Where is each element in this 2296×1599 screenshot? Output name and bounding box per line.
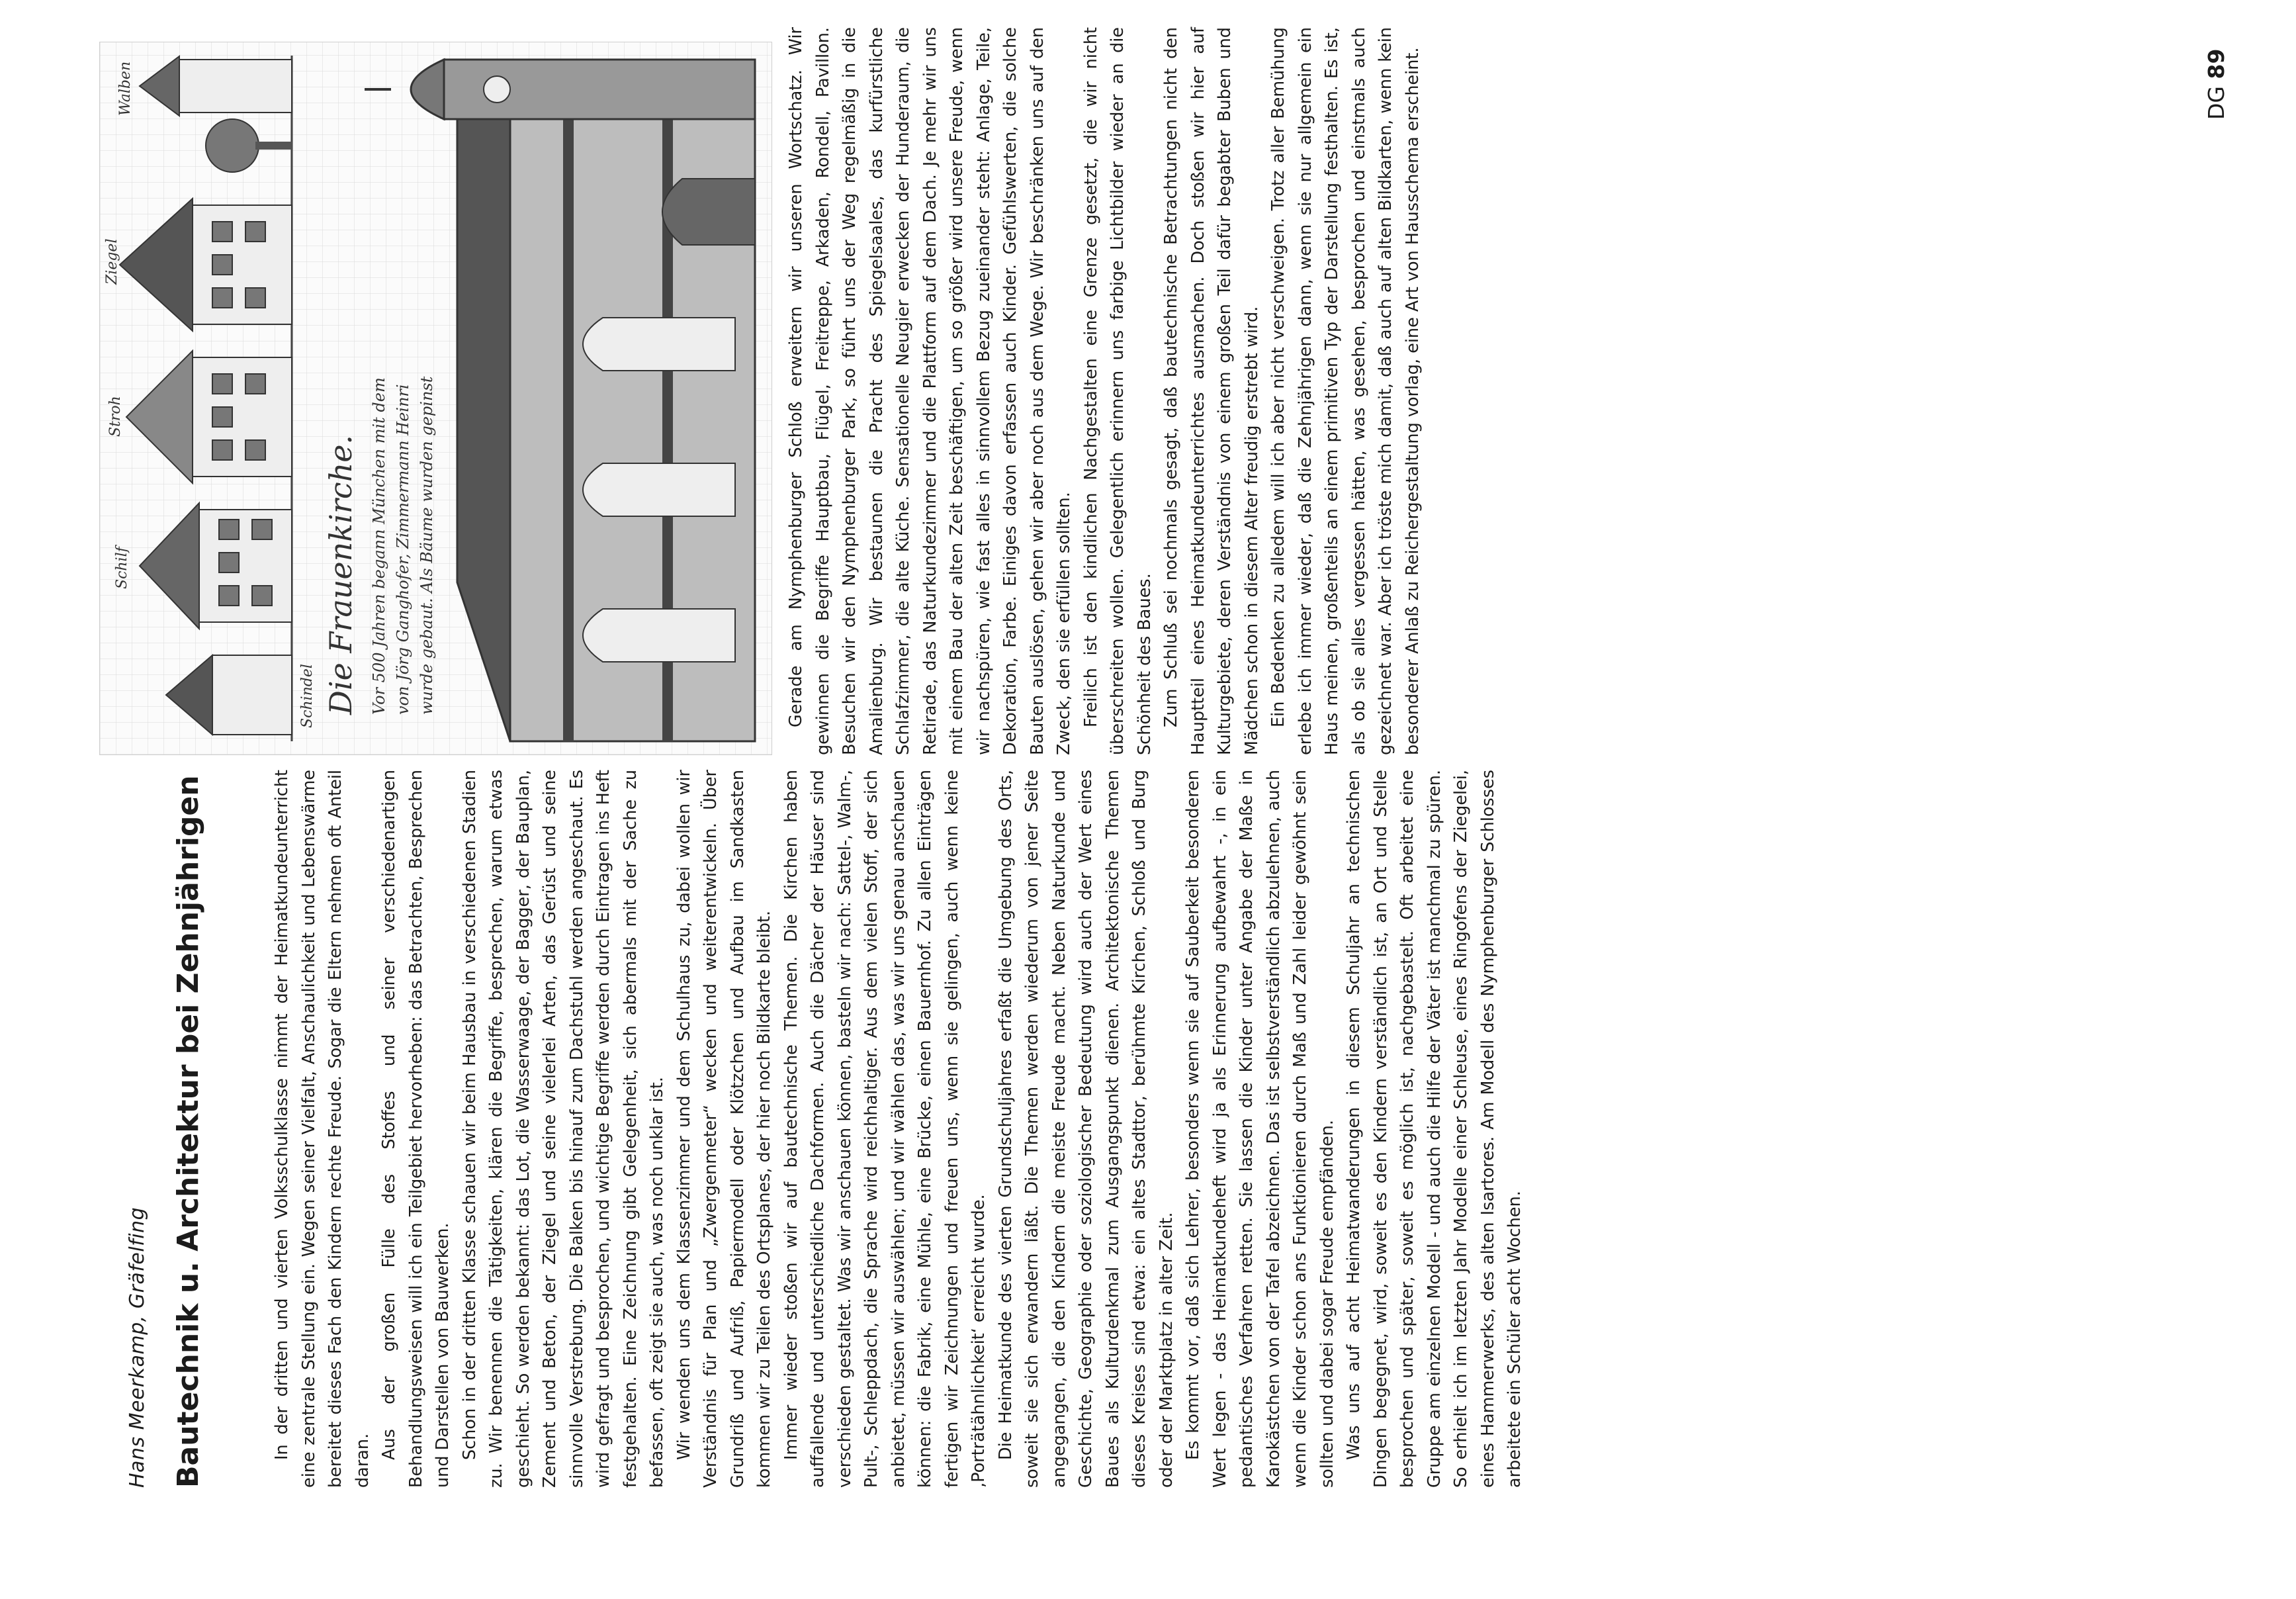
paragraph: Zum Schluß sei nochmals gesagt, daß bautechnische Betrachtungen nicht den Hauptteil eines Heimatkundeunterrichtes ausmachen. Doch stoßen wir hier auf Kulturgebiete, deren Verständnis von einem großen Teil dafür begabter Buben und Mädchen schon in diesem Alter freudig erstrebt wird.	[1161, 27, 1262, 755]
paragraph: Was uns auf acht Heimatwanderungen in diesem Schuljahr an technischen Dingen begegnet, wird, soweit es den Kindern verständlich ist, an Ort und Stelle besprochen und später, soweit es möglich ist, nachgebastelt. Oft arbeitet eine Gruppe am einzelnen Modell - und auch die Hilfe der Väter ist manchmal zu spüren. So erhielt ich im letzten Jahr Modelle einer Schleuse, eines Ringofens der Ziegelei, eines Hammerwerks, des alten Isartores. Am Modell des Nymphenburger Schlosses arbeitete ein Schüler acht Wochen.	[1344, 770, 1524, 1488]
paragraph: Es kommt vor, daß sich Lehrer, besonders wenn sie auf Sauberkeit besonderen Wert legen - das Heimatkundeheft wird ja als Erinnerung aufbewahrt -, in ein pedantisches Verfahren retten. Sie lassen die Kinder unter Angabe der Maße in Karokästchen von der Tafel abzeichnen. Das ist selbstverständlich abzulehnen, auch wenn die Kinder schon ans Funktionieren durch Maß und Zahl leider gewöhnt sein sollten und dabei sogar Freude empfänden.	[1183, 770, 1337, 1488]
paragraph: Immer wieder stoßen wir auf bautechnische Themen. Die Kirchen haben auffallende und unterschiedliche Dachformen. Auch die Dächer der Häuser sind verschieden gestaltet. Was wir anschauen können, basteln wir nach: Sattel-, Walm-, Pult-, Schleppdach, die Sprache wird reichhaltiger. Aus dem vielen Stoff, der sich anbietet, müssen wir auswählen; und wir wählen das, was wir uns genau anschauen können: die Fabrik, eine Mühle, eine Brücke, einen Bauernhof. Zu allen Einträgen fertigen wir Zeichnungen und freuen uns, wenn sie gelingen, auch wenn keine ‚Porträtähnlichkeit‘ erreicht wurde.	[781, 770, 989, 1488]
right-column	[99, 27, 1426, 755]
paragraph: Aus der großen Fülle des Stoffes und seiner verschiedenartigen Behandlungsweisen will ich ein Teilgebiet hervorheben: das Betrachten, Besprechen und Darstellen von Bauwerken.	[379, 770, 453, 1488]
paragraph: Gerade am Nymphenburger Schloß erweitern wir unseren Wortschatz. Wir gewinnen die Begriffe Hauptbau, Flügel, Freitreppe, Arkaden, Rondell, Pavillon. Besuchen wir den Nymphenburger Park, so führt uns der Weg regelmäßig in die Amalienburg. Wir bestaunen die Pracht des Spiegelsaales, das kurfürstliche Schlafzimmer, die alte Küche. Sensationelle Neugier erwecken der Hunderaum, die Retirade, das Naturkundezimmer und die Plattform auf dem Dach. Je mehr wir uns mit einem Bau der alten Zeit beschäftigen, um so größer wird unsere Freude, wenn wir nachspüren, wie fast alles in sinnvollem Bezug zueinander steht: Anlage, Teile, Dekoration, Farbe. Einiges davon erfassen auch Kinder. Gefühlswerten, die solche Bauten auslösen, gehen wir aber noch aus dem Wege. Wir beschränken uns auf den Zweck, den sie erfüllen sollten.	[786, 27, 1074, 755]
drawing-label: Schilf	[114, 547, 130, 589]
drawing-label: Schindel	[299, 664, 316, 728]
drawing-label: Stroh	[107, 396, 124, 437]
paragraph: Wir wenden uns dem Klassenzimmer und dem Schulhaus zu, dabei wollen wir Verständnis für Plan und „Zwergenmeter“ wecken und weiterentwickeln. Über Grundriß und Aufriß, Papiermodell oder Klötzchen und Aufbau im Sandkasten kommen wir zu Teilen des Ortsplanes, der hier noch Bildkarte bleibt.	[674, 770, 774, 1488]
paragraph: Freilich ist den kindlichen Nachgestalten eine Grenze gesetzt, die wir nicht überschreiten wollen. Gelegentlich erinnern uns farbige Lichtbilder wieder an die Schönheit des Baues.	[1081, 27, 1155, 755]
drawing-caption-title: Die Frauenkirche.	[323, 434, 359, 715]
drawing-caption-line: von Jörg Ganghofer, Zimmermann Heinri	[394, 384, 412, 715]
left-column	[99, 770, 1528, 1488]
paragraph: Schon in der dritten Klasse schauen wir beim Hausbau in verschiedenen Stadien zu. Wir benennen die Tätigkeiten, klären die Begriffe, besprechen, warum etwas geschieht. So werden bekannt: das Lot, die Wasserwaage, der Bagger, der Bauplan, Zement und Beton, der Ziegel und seine vielerlei Arten, das Gerüst und seine sinnvolle Verstrebung. Die Balken bis hinauf zum Dachstuhl werden angeschaut. Es wird gefragt und besprochen, und wichtige Begriffe werden durch Eintragen ins Heft festgehalten. Eine Zeichnung gibt Gelegenheit, sich abermals mit der Sache zu befassen, oft zeigt sie auch, was noch unklar ist.	[459, 770, 667, 1488]
page-number-value: 89	[2203, 48, 2229, 79]
page-number	[2203, 49, 2229, 120]
paragraph: Ein Bedenken zu alledem will ich aber nicht verschweigen. Trotz aller Bemühung erlebe ich immer wieder, daß die Zehnjährigen dann, wenn sie nur allgemein ein Haus meinen, großenteils an einem primitiven Typ der Darstellung festhalten. Es ist, als ob sie alles vergessen hätten, was gesehen, besprochen und einstmals auch gezeichnet war. Aber ich tröste mich damit, daß auch auf alten Bildkarten, wenn kein besonderer Anlaß zu Reichergestaltung vorlag, eine Art von Hausschema erscheint.	[1268, 27, 1423, 755]
child-drawing-frauenkirche	[99, 42, 772, 755]
right-body-text	[783, 27, 1426, 755]
article-title: Bautechnik u. Architektur bei Zehnjährigen	[171, 775, 205, 1488]
page-number-prefix: DG	[2203, 86, 2229, 120]
drawing-label: Walben	[117, 61, 134, 116]
drawing-label: Ziegel	[104, 238, 120, 285]
left-body-text	[269, 770, 1528, 1488]
drawing-illustration	[100, 42, 772, 754]
drawing-caption-line: Vor 500 Jahren begann München mit dem	[370, 377, 388, 715]
paragraph: Die Heimatkunde des vierten Grundschuljahres erfaßt die Umgebung des Orts, soweit sie sich erwandern läßt. Die Themen werden wiederum von jener Seite angegangen, die den Kindern die meiste Freude macht. Neben Naturkunde und Geschichte, Geographie oder soziologischer Bedeutung wird auch der Wert eines Baues als Kulturdenkmal zum Ausgangspunkt dienen. Architektonische Themen dieses Kreises sind etwa: ein altes Stadttor, berühmte Kirchen, Schloß und Burg oder der Marktplatz in alter Zeit.	[995, 770, 1176, 1488]
paragraph: In der dritten und vierten Volksschulklasse nimmt der Heimatkundeunterricht eine zentrale Stellung ein. Wegen seiner Vielfalt, Anschaulichkeit und Lebenswärme bereitet dieses Fach den Kindern rechte Freude. Sogar die Eltern nehmen oft Anteil daran.	[272, 770, 373, 1488]
author-line: Hans Meerkamp, Gräfelfing	[126, 1207, 149, 1488]
drawing-caption-line: wurde gebaut. Als Bäume wurden gepinst	[418, 376, 436, 715]
